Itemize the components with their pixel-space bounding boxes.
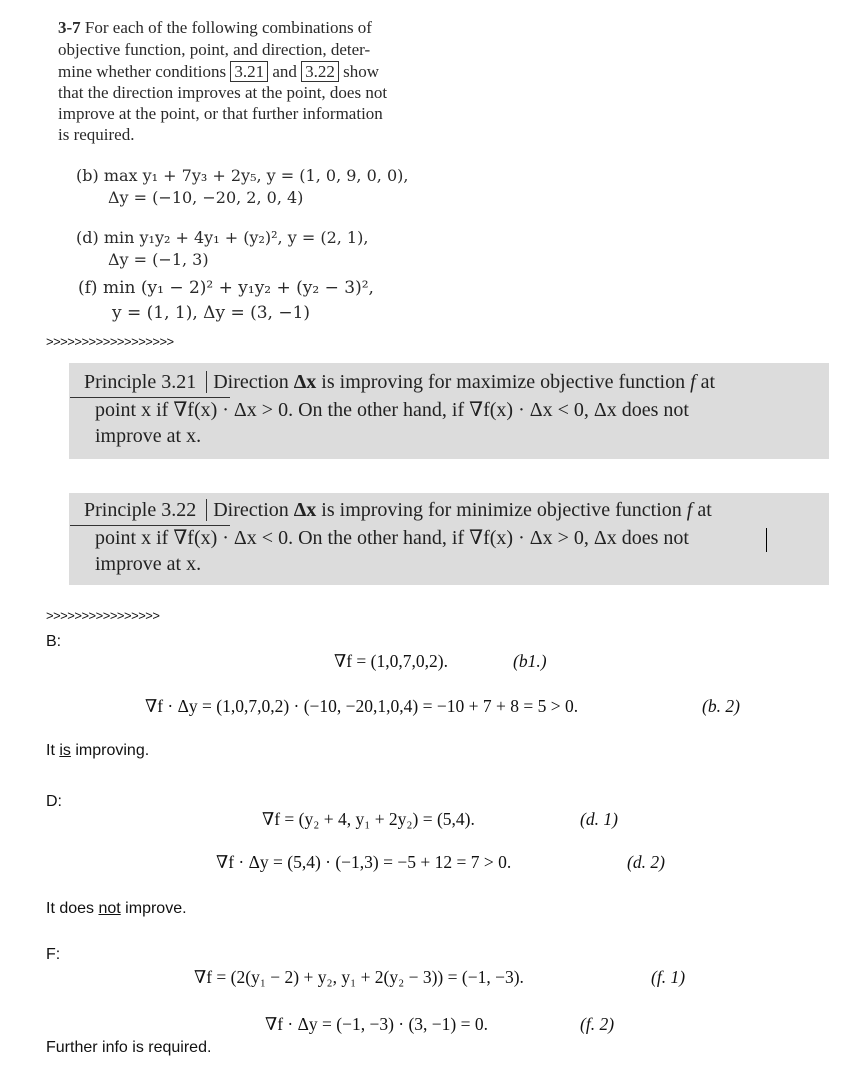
text-cursor xyxy=(766,528,767,552)
principle-text: at xyxy=(695,371,716,393)
separator-arrows: >>>>>>>>>>>>>>>> xyxy=(46,608,160,623)
equation-tag-d1: (d. 1) xyxy=(580,809,618,829)
equation-tag-d2: (d. 2) xyxy=(627,852,665,872)
answer-f-conclusion: Further info is required. xyxy=(46,1039,212,1056)
equation-d2: ∇f · Δy = (5,4) · (−1,3) = −5 + 12 = 7 > 0. xyxy=(216,852,512,872)
equation-tag-b2: (b. 2) xyxy=(702,696,740,716)
principle-3-21-line-2: point x if ∇f(x) · Δx > 0. On the other hand, if ∇f(x) · Δx < 0, Δx does not xyxy=(95,399,689,421)
principle-3-22-title: Principle 3.22 xyxy=(84,499,207,521)
principle-text: Direction xyxy=(213,499,294,521)
principle-3-22-line-1 xyxy=(84,497,712,523)
reference-box-3-22: 3.22 xyxy=(301,61,339,82)
principle-text: f xyxy=(686,499,693,521)
part-f-line-2: y = (1, 1), Δy = (3, −1) xyxy=(112,303,311,323)
problem-line-6: is required. xyxy=(58,125,135,144)
problem-text: mine whether conditions xyxy=(58,62,227,81)
conclusion-text: It xyxy=(46,742,60,759)
part-d-line-2: Δy = (−1, 3) xyxy=(108,250,209,269)
part-f-line-1: (f) min (y₁ − 2)² + y₁y₂ + (y₂ − 3)², xyxy=(78,278,374,298)
equation-d1: ∇f = (y₂ + 4, y₁ + 2y₂) = (5,4). xyxy=(262,809,475,829)
principle-text: is improving for maximize objective function xyxy=(316,371,691,393)
answer-b-label: B: xyxy=(46,633,62,650)
principle-text: is improving for minimize objective function xyxy=(316,499,687,521)
answer-d-conclusion xyxy=(46,900,187,918)
part-d-line-1: (d) min y₁y₂ + 4y₁ + (y₂)², y = (2, 1), xyxy=(76,228,369,247)
equation-tag-b1: (b1.) xyxy=(513,651,547,671)
reference-box-3-21: 3.21 xyxy=(230,61,268,82)
equation-b2: ∇f · Δy = (1,0,7,0,2) · (−10, −20,1,0,4) = −10 + 7 + 8 = 5 > 0. xyxy=(145,696,579,716)
problem-line-2: objective function, point, and direction, deter- xyxy=(58,40,371,59)
equation-f1: ∇f = (2(y₁ − 2) + y₂, y₁ + 2(y₂ − 3)) = (−1, −3). xyxy=(194,967,524,987)
problem-text: and xyxy=(272,62,297,81)
equation-b1: ∇f = (1,0,7,0,2). xyxy=(334,651,448,671)
separator-arrows: >>>>>>>>>>>>>>>>>> xyxy=(46,334,174,349)
principle-3-22-line-3: improve at x. xyxy=(95,553,202,575)
principle-text: f xyxy=(690,371,696,393)
principle-text: Δx xyxy=(293,499,317,521)
problem-number: 3-7 xyxy=(58,18,81,37)
problem-text: show xyxy=(343,62,380,81)
principle-3-21-title: Principle 3.21 xyxy=(84,371,207,393)
problem-line-4: that the direction improves at the point, does not xyxy=(58,83,388,102)
answer-f-label: F: xyxy=(46,946,61,963)
equation-f2: ∇f · Δy = (−1, −3) · (3, −1) = 0. xyxy=(265,1014,488,1034)
conclusion-emphasis: is xyxy=(59,742,71,759)
principle-3-22-line-2: point x if ∇f(x) · Δx < 0. On the other hand, if ∇f(x) · Δx > 0, Δx does not xyxy=(95,527,689,549)
principle-text: Direction xyxy=(213,371,294,393)
principle-text: Δx xyxy=(293,371,317,393)
principle-3-21-line-3: improve at x. xyxy=(95,425,202,447)
part-b-line-1: (b) max y₁ + 7y₃ + 2y₅, y = (1, 0, 9, 0, 0), xyxy=(76,166,409,185)
problem-line-1 xyxy=(58,17,372,38)
conclusion-text: improve. xyxy=(120,900,187,917)
answer-d-label: D: xyxy=(46,793,62,810)
principle-3-21-line-1 xyxy=(84,369,715,395)
answer-b-conclusion xyxy=(46,742,149,760)
equation-tag-f1: (f. 1) xyxy=(651,967,686,987)
conclusion-text: It does xyxy=(46,900,99,917)
problem-line-3 xyxy=(58,61,379,82)
problem-text: For each of the following combinations of xyxy=(84,18,372,37)
equation-tag-f2: (f. 2) xyxy=(580,1014,615,1034)
conclusion-text: improving. xyxy=(70,742,150,759)
part-b-line-2: Δy = (−10, −20, 2, 0, 4) xyxy=(108,188,304,207)
conclusion-emphasis: not xyxy=(98,900,121,917)
problem-line-5: improve at the point, or that further information xyxy=(58,104,383,123)
principle-text: at xyxy=(692,499,712,521)
